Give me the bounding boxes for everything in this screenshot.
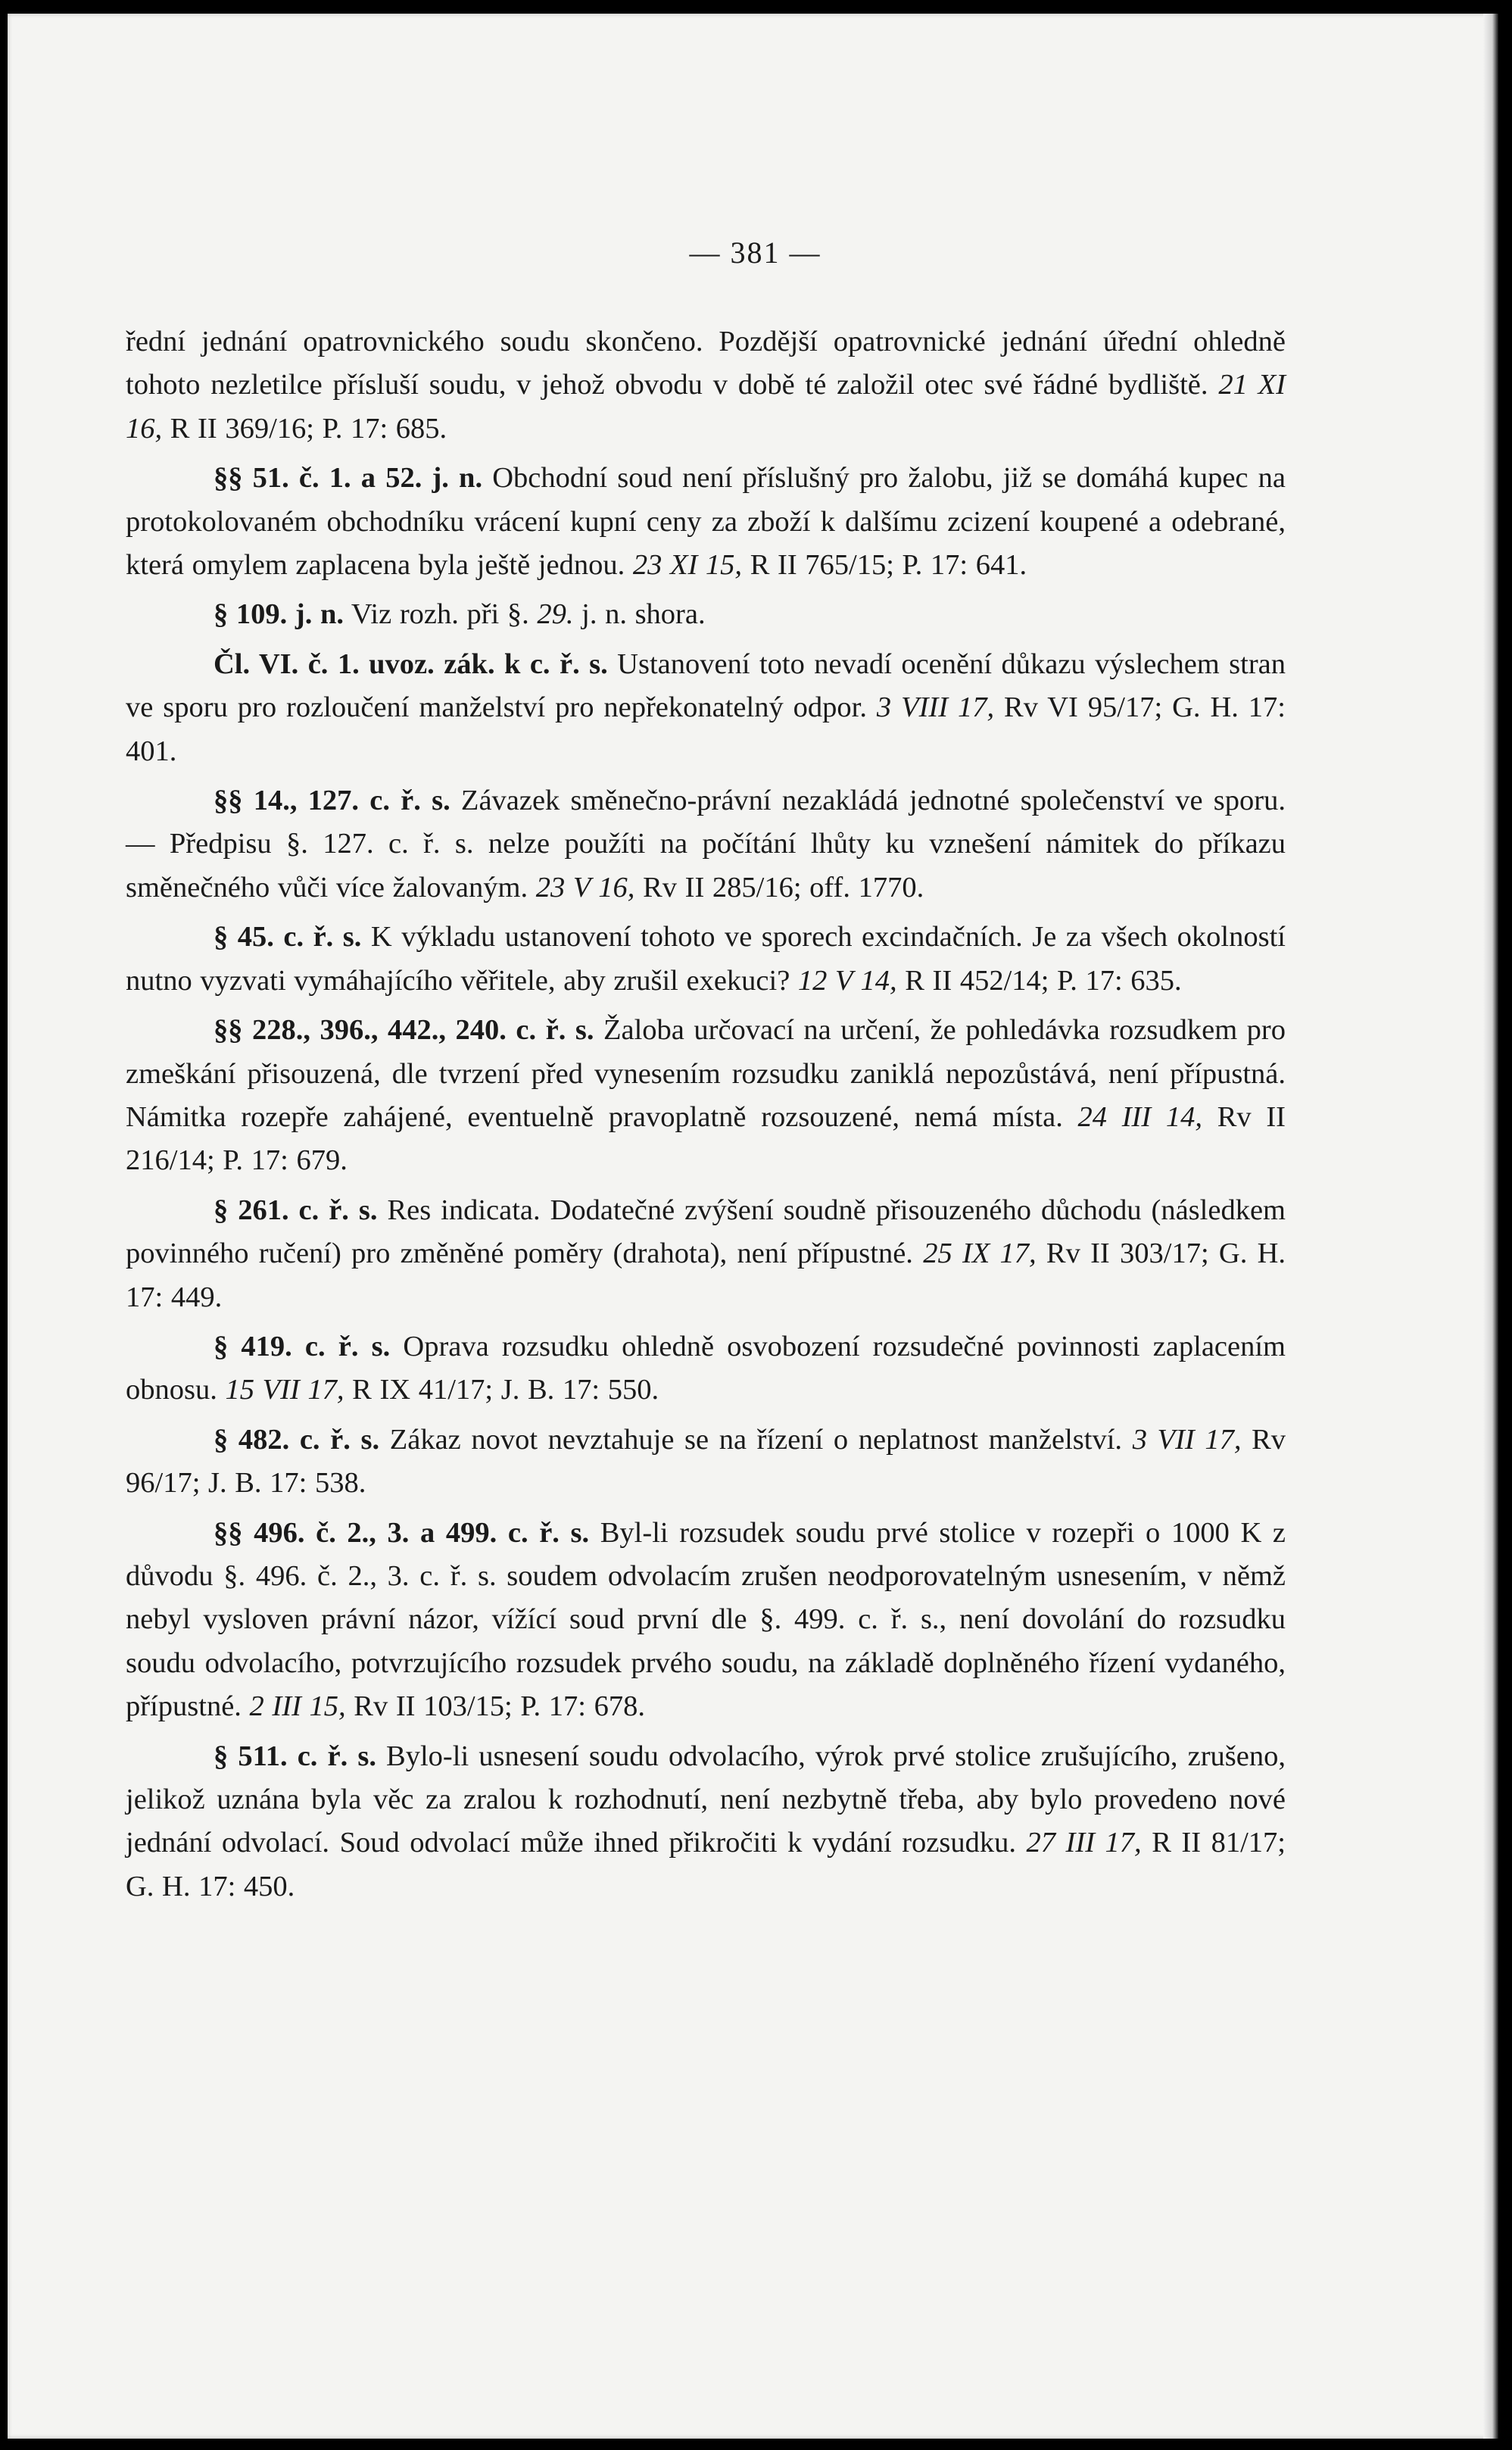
- paragraph-text: Žaloba určovací na určení, že pohledávka rozsudkem pro zmeškání přisouzená, dle tvrzení před vynesením rozsudku zaniklá nepozůstává, není přípustná. Námitka rozepře zahájené, eventuelně pravoplatně rozsouzené, nemá místa.: [126, 1014, 1286, 1133]
- citation-reference: R II 452/14; P. 17: 635.: [896, 964, 1182, 997]
- paragraph: [126, 643, 1286, 773]
- section-heading: § 482. c. ř. s.: [214, 1423, 380, 1456]
- paragraph-text: Bylo-li usnesení soudu odvolacího, výrok prvé stolice zrušujícího, zrušeno, jelikož uznána byla věc za zralou k rozhodnutí, není nezbytně třeba, aby bylo provedeno nové jednání odvolací. Soud odvolací může ihned přikročiti k vydání rozsudku.: [126, 1740, 1286, 1859]
- citation-date: 3 VII 17,: [1132, 1423, 1242, 1456]
- section-heading: § 419. c. ř. s.: [214, 1330, 391, 1362]
- paragraph: [126, 1512, 1286, 1729]
- paragraph-text: Oprava rozsudku ohledně osvobození rozsudečné povinnosti zaplacením obnosu.: [126, 1330, 1286, 1406]
- citation-reference: R II 81/17; G. H. 17: 450.: [126, 1827, 1286, 1902]
- section-heading: §§ 496. č. 2., 3. a 499. c. ř. s.: [214, 1516, 590, 1549]
- paragraph: [126, 1189, 1286, 1319]
- citation-date: 3 VIII 17,: [876, 691, 995, 724]
- paragraph: [126, 1009, 1286, 1183]
- citation-date: 12 V 14,: [797, 964, 897, 997]
- paragraph: [126, 457, 1286, 587]
- citation-reference: R IX 41/17; J. B. 17: 550.: [344, 1374, 659, 1406]
- paragraph: [126, 916, 1286, 1003]
- citation-date: 27 III 17,: [1026, 1827, 1142, 1859]
- paragraph: [126, 1419, 1286, 1506]
- citation-date: 25 IX 17,: [923, 1237, 1037, 1270]
- paragraph: [126, 593, 1286, 636]
- citation-reference: Rv 96/17; J. B. 17: 538.: [126, 1423, 1286, 1500]
- paragraph-text: Byl-li rozsudek soudu prvé stolice v rozepři o 1000 K z důvodu §. 496. č. 2., 3. c. ř. s. soudem odvolacím zrušen neodporovatelným usnesením, v němž nebyl vysloven právní názor, vížící soud první dle §. 499. c. ř. s., není dovolání do rozsudku soudu odvolacího, potvrzujícího rozsudek prvého soudu, na základě doplněného řízení vydaného, přípustné.: [126, 1516, 1286, 1723]
- section-heading: Čl. VI. č. 1. uvoz. zák. k c. ř. s.: [214, 648, 608, 680]
- citation-date: 23 XI 15,: [632, 549, 743, 582]
- paragraph: [126, 1325, 1286, 1412]
- book-page: [8, 14, 1495, 2439]
- paragraph: [126, 779, 1286, 910]
- paragraph: [126, 1735, 1286, 1909]
- citation-date: 24 III 14,: [1077, 1100, 1203, 1133]
- citation-reference: j. n. shora.: [573, 598, 706, 631]
- citation-reference: Rv II 303/17; G. H. 17: 449.: [126, 1237, 1286, 1313]
- section-heading: § 109. j. n.: [214, 598, 344, 631]
- citation-reference: Rv II 103/15; P. 17: 678.: [345, 1690, 645, 1723]
- paragraph-text: Res indicata. Dodatečné zvýšení soudně přisouzeného důchodu (následkem povinného ručení) pro změněné poměry (drahota), není přípustné.: [126, 1194, 1286, 1270]
- citation-date: 21 XI 16,: [126, 369, 1286, 445]
- citation-date: 29.: [537, 598, 574, 631]
- citation-reference: Rv II 285/16; off. 1770.: [634, 871, 924, 904]
- paragraph-text: Ustanovení toto nevadí ocenění důkazu výslechem stran ve sporu pro rozloučení manželství pro nepřekonatelný odpor.: [126, 648, 1286, 724]
- citation-date: 2 III 15,: [249, 1690, 346, 1723]
- section-heading: §§ 14., 127. c. ř. s.: [214, 785, 450, 817]
- paragraph-text: Viz rozh. při §.: [343, 598, 529, 631]
- paragraph-text: řední jednání opatrovnického soudu skončeno. Pozdější opatrovnické jednání úřední ohledně tohoto nezletilce přísluší soudu, v jehož obvodu v době té založil otec své řádné bydliště.: [126, 326, 1286, 401]
- page-number: — 381 —: [689, 236, 821, 270]
- section-heading: §§ 228., 396., 442., 240. c. ř. s.: [214, 1014, 594, 1047]
- citation-date: 15 VII 17,: [225, 1374, 344, 1406]
- section-heading: § 261. c. ř. s.: [214, 1194, 378, 1226]
- citation-date: 23 V 16,: [535, 871, 635, 904]
- paragraph-text: Závazek směnečno-právní nezakládá jednotné společenství ve sporu. — Předpisu §. 127. c. ř. s. nelze použíti na počítání lhůty ku vznešení námitek do příkazu směnečného vůči více žalovaným.: [126, 785, 1286, 904]
- section-heading: §§ 51. č. 1. a 52. j. n.: [214, 462, 483, 495]
- section-heading: § 511. c. ř. s.: [214, 1740, 376, 1772]
- citation-reference: R II 369/16; P. 17: 685.: [162, 412, 447, 445]
- paragraph: [126, 320, 1286, 451]
- citation-reference: Rv II 216/14; P. 17: 679.: [126, 1100, 1286, 1177]
- section-heading: § 45. c. ř. s.: [214, 921, 362, 953]
- paragraph-text: Obchodní soud není příslušný pro žalobu, již se domáhá kupec na protokolovaném obchodníku vrácení kupní ceny za zboží k dalšímu zcizení koupené a odebrané, která omylem zaplacena byla ještě jednou.: [126, 462, 1286, 582]
- page-text: [126, 320, 1286, 1915]
- citation-reference: R II 765/15; P. 17: 641.: [742, 549, 1027, 582]
- paragraph-text: K výkladu ustanovení tohoto ve sporech excindačních. Je za všech okolností nutno vyzvati vymáhajícího věřitele, aby zrušil exekuci?: [126, 921, 1286, 997]
- citation-reference: Rv VI 95/17; G. H. 17: 401.: [126, 691, 1286, 767]
- paragraph-text: Zákaz novot nevztahuje se na řízení o neplatnost manželství.: [379, 1423, 1123, 1456]
